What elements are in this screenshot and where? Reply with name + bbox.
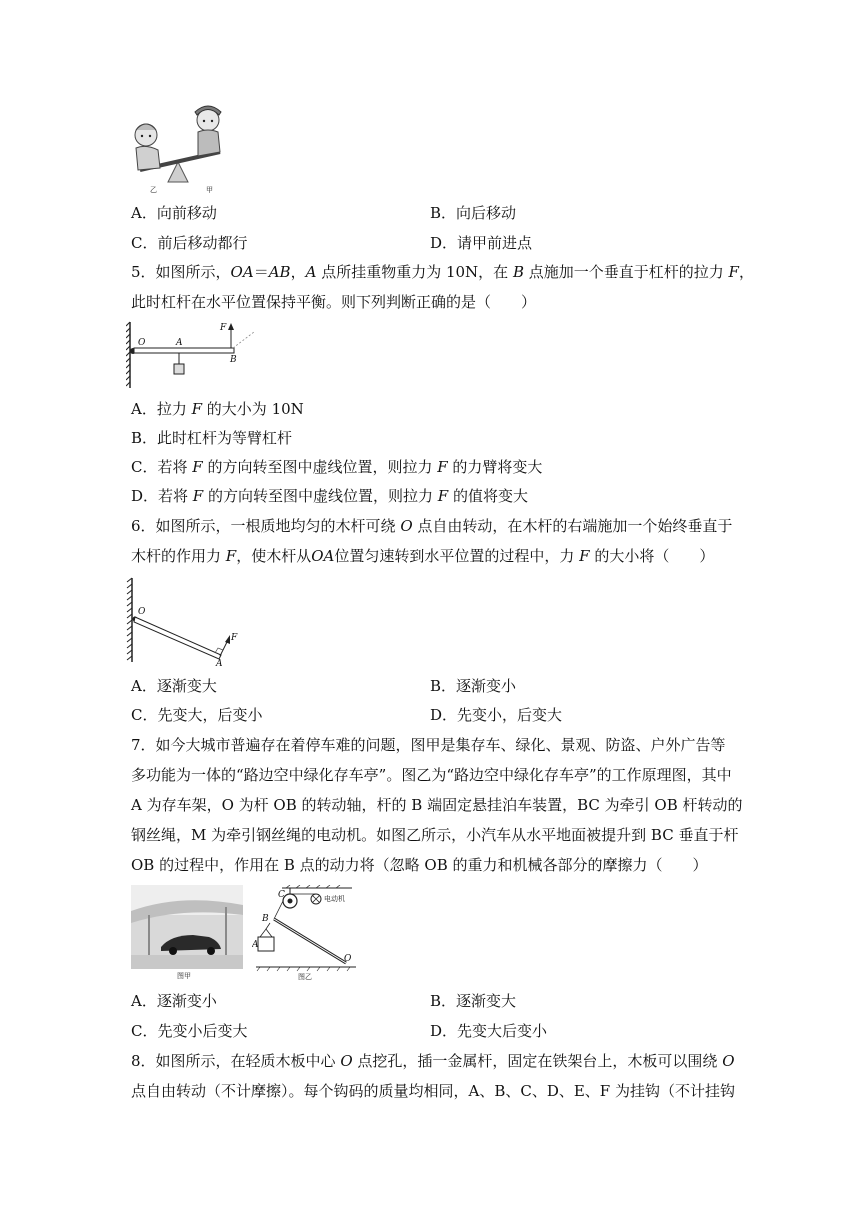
diagram-label-a: A — [252, 940, 259, 950]
q7-option-d[interactable]: D．先变大后变小 — [430, 1022, 548, 1040]
seesaw-label-jia: 甲 — [206, 186, 213, 194]
q7-stem-line-4: 钢丝绳，M 为牵引钢丝绳的电动机。如图乙所示，小汽车从水平地面被提升到 BC 垂直于杆 — [131, 826, 739, 844]
seesaw-figure — [128, 100, 228, 195]
parking-diagram — [252, 885, 362, 981]
q4-option-a[interactable]: A．向前移动 — [131, 204, 217, 222]
diagram-label-motor: 电动机 — [324, 895, 345, 903]
lever-label-o: O — [138, 338, 146, 348]
q7-stem-line-1: 7．如今大城市普遍存在着停车难的问题，图甲是集存车、绿化、景观、防盗、户外广告等 — [131, 736, 726, 754]
q7-stem-line-3: A 为存车架，O 为杆 OB 的转动轴，杆的 B 端固定悬挂泊车装置，BC 为牵引 OB 杆转动的 — [131, 796, 743, 814]
q5-option-d[interactable]: D．若将 F 的方向转至图中虚线位置，则拉力 F 的值将变大 — [131, 487, 528, 505]
q8-stem-line-1: 8．如图所示，在轻质木板中心 O 点挖孔，插一金属杆，固定在铁架台上，木板可以围绕 O — [131, 1052, 735, 1070]
diagram-label-o: O — [344, 954, 352, 964]
q5-stem-line-1: 5．如图所示，OA＝AB，A 点所挂重物重力为 10N，在 B 点施加一个垂直于杠杆的拉力 F， — [131, 263, 754, 281]
q5-stem-line-2: 此时杠杆在水平位置保持平衡。则下列判断正确的是（ ） — [131, 293, 537, 311]
q4-option-d[interactable]: D．请甲前进点 — [430, 234, 533, 252]
q4-option-c[interactable]: C．前后移动都行 — [131, 234, 248, 252]
lever-label-f: F — [220, 323, 227, 333]
q7-option-c[interactable]: C．先变小后变大 — [131, 1022, 248, 1040]
photo-caption: 图甲 — [177, 972, 191, 980]
q6-option-a[interactable]: A．逐渐变大 — [131, 677, 217, 695]
q5-option-b[interactable]: B．此时杠杆为等臂杠杆 — [131, 429, 293, 447]
q4-option-b[interactable]: B．向后移动 — [430, 204, 517, 222]
q6-option-d[interactable]: D．先变小，后变大 — [430, 706, 563, 724]
lever-figure-q5 — [126, 318, 266, 390]
diagram-label-c: C — [278, 890, 285, 900]
q6-option-b[interactable]: B．逐渐变小 — [430, 677, 517, 695]
q7-stem-line-5: OB 的过程中，作用在 B 点的动力将（忽略 OB 的重力和机械各部分的摩擦力（ ） — [131, 856, 708, 874]
rod-label-f: F — [231, 633, 238, 643]
rod-figure-q6 — [126, 576, 256, 666]
q6-stem-line-2: 木杆的作用力 F，使木杆从OA位置匀速转到水平位置的过程中，力 F 的大小将（ ） — [131, 547, 715, 565]
parking-photo — [131, 885, 243, 981]
rod-label-a: A — [216, 659, 223, 666]
q6-stem-line-1: 6．如图所示，一根质地均匀的木杆可绕 O 点自由转动，在木杆的右端施加一个始终垂直于 — [131, 517, 733, 535]
q7-option-b[interactable]: B．逐渐变大 — [430, 992, 517, 1010]
q7-stem-line-2: 多功能为一体的“路边空中绿化存车亭”。图乙为“路边空中绿化存车亭”的工作原理图，其中 — [131, 766, 732, 784]
diagram-label-b: B — [262, 914, 269, 924]
seesaw-label-yi: 乙 — [150, 186, 157, 194]
q8-stem-line-2: 点自由转动（不计摩擦）。每个钩码的质量均相同，A、B、C、D、E、F 为挂钩（不计挂钩 — [131, 1082, 735, 1100]
lever-label-b: B — [230, 355, 237, 365]
q5-option-a[interactable]: A．拉力 F 的大小为 10N — [131, 400, 304, 418]
q6-option-c[interactable]: C．先变大，后变小 — [131, 706, 263, 724]
q7-option-a[interactable]: A．逐渐变小 — [131, 992, 217, 1010]
q5-option-c[interactable]: C．若将 F 的方向转至图中虚线位置，则拉力 F 的力臂将变大 — [131, 458, 543, 476]
lever-label-a: A — [176, 338, 183, 348]
rod-label-o: O — [138, 607, 146, 617]
diagram-caption: 图乙 — [298, 973, 312, 981]
